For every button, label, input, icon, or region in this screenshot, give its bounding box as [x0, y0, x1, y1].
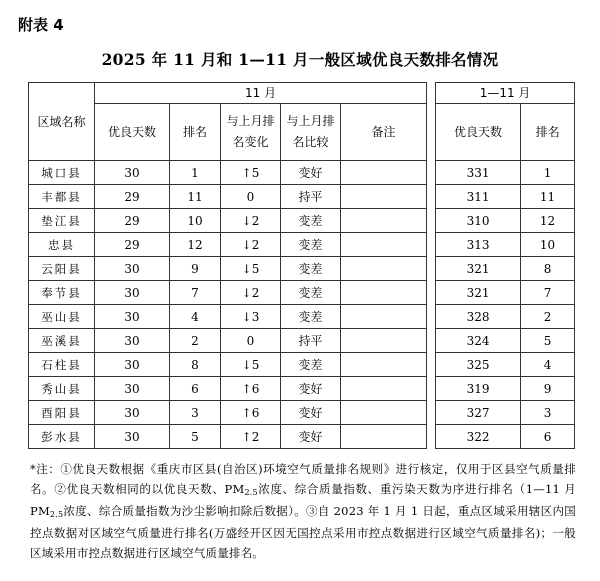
- gap-cell: [427, 257, 436, 281]
- good-days-cell: 30: [95, 305, 170, 329]
- remark-cell: [341, 305, 427, 329]
- ytd-rank-cell: 7: [521, 281, 575, 305]
- ytd-rank-cell: 2: [521, 305, 575, 329]
- rank-cell: 10: [170, 209, 221, 233]
- good-days-cell: 30: [95, 425, 170, 449]
- rank-cell: 1: [170, 161, 221, 185]
- rank-cell: 3: [170, 401, 221, 425]
- compare-cell: 持平: [281, 185, 341, 209]
- compare-cell: 变好: [281, 401, 341, 425]
- ytd-rank-cell: 9: [521, 377, 575, 401]
- remark-cell: [341, 377, 427, 401]
- good-days-cell: 30: [95, 353, 170, 377]
- compare-cell: 变好: [281, 377, 341, 401]
- good-days-cell: 30: [95, 257, 170, 281]
- table-row: [29, 209, 575, 233]
- region-cell: 酉阳县: [29, 401, 95, 425]
- footnote-part-3: 浓度、综合质量指数为沙尘影响扣除后数据）。③自 2023 年 1 月 1 日起，重点区域采用辖区内国控点数据对区域空气质量进行排名(万盛经开区因无国控点采用市控点数据进行区域空气质量排名)；一般区域采用市控点数据进行区域空气质量排名。: [30, 504, 576, 560]
- rank-cell: 9: [170, 257, 221, 281]
- compare-cell: 持平: [281, 329, 341, 353]
- ytd-rank-cell: 5: [521, 329, 575, 353]
- rank-cell: 4: [170, 305, 221, 329]
- gap-cell: [427, 425, 436, 449]
- table-row: [29, 185, 575, 209]
- footnote-subscript-1: 2.5: [244, 488, 258, 497]
- ytd-rank-cell: 10: [521, 233, 575, 257]
- rank-change-cell: ↓3: [221, 305, 281, 329]
- table-row: [29, 377, 575, 401]
- footnote-subscript-2: 2.5: [49, 510, 64, 519]
- header-ytd-good-days: 优良天数: [436, 104, 521, 161]
- rank-change-cell: ↑2: [221, 425, 281, 449]
- rank-cell: 7: [170, 281, 221, 305]
- remark-cell: [341, 329, 427, 353]
- region-cell: 石柱县: [29, 353, 95, 377]
- remark-cell: [341, 353, 427, 377]
- rank-change-cell: 0: [221, 185, 281, 209]
- region-cell: 云阳县: [29, 257, 95, 281]
- rank-change-cell: ↓5: [221, 257, 281, 281]
- rank-change-cell: 0: [221, 329, 281, 353]
- compare-cell: 变差: [281, 209, 341, 233]
- rank-change-cell: ↓2: [221, 281, 281, 305]
- region-cell: 秀山县: [29, 377, 95, 401]
- gap-cell: [427, 161, 436, 185]
- rank-cell: 12: [170, 233, 221, 257]
- rank-change-cell: ↓2: [221, 233, 281, 257]
- remark-cell: [341, 281, 427, 305]
- rank-change-cell: ↑6: [221, 401, 281, 425]
- region-cell: 垫江县: [29, 209, 95, 233]
- ytd-rank-cell: 8: [521, 257, 575, 281]
- header-region: 区域名称: [29, 83, 95, 161]
- remark-cell: [341, 233, 427, 257]
- remark-cell: [341, 425, 427, 449]
- ytd-good-days-cell: 311: [436, 185, 521, 209]
- footnote-part-2: 浓度、综合质量指数、重污染天数为序进行排名（1—11 月 PM: [30, 482, 576, 518]
- rank-change-cell: ↓5: [221, 353, 281, 377]
- ytd-rank-cell: 11: [521, 185, 575, 209]
- header-rank: 排名: [170, 104, 221, 161]
- ytd-good-days-cell: 331: [436, 161, 521, 185]
- header-gap: [427, 83, 436, 161]
- ytd-good-days-cell: 321: [436, 281, 521, 305]
- region-cell: 忠县: [29, 233, 95, 257]
- table-row: [29, 305, 575, 329]
- ytd-rank-cell: 3: [521, 401, 575, 425]
- gap-cell: [427, 329, 436, 353]
- gap-cell: [427, 353, 436, 377]
- rank-cell: 5: [170, 425, 221, 449]
- remark-cell: [341, 209, 427, 233]
- good-days-cell: 30: [95, 161, 170, 185]
- table-row: [29, 281, 575, 305]
- ytd-rank-cell: 12: [521, 209, 575, 233]
- table-row: [29, 425, 575, 449]
- compare-cell: 变差: [281, 353, 341, 377]
- ytd-good-days-cell: 313: [436, 233, 521, 257]
- ranking-table: [28, 82, 575, 449]
- ytd-good-days-cell: 328: [436, 305, 521, 329]
- header-remarks: 备注: [341, 104, 427, 161]
- good-days-cell: 29: [95, 209, 170, 233]
- region-cell: 城口县: [29, 161, 95, 185]
- footnote-part-1: *注：①优良天数根据《重庆市区县(自治区)环境空气质量排名规则》进行核定，仅用于区县空气质量排名。②优良天数相同的以优良天数、PM: [30, 462, 576, 496]
- compare-cell: 变差: [281, 305, 341, 329]
- rank-cell: 11: [170, 185, 221, 209]
- table-row: [29, 257, 575, 281]
- header-month-group: 11 月: [95, 83, 427, 104]
- ytd-good-days-cell: 310: [436, 209, 521, 233]
- header-vs-last: 与上月排名比较: [281, 104, 341, 161]
- rank-cell: 2: [170, 329, 221, 353]
- region-cell: 巫山县: [29, 305, 95, 329]
- ytd-rank-cell: 4: [521, 353, 575, 377]
- compare-cell: 变好: [281, 161, 341, 185]
- header-ytd-rank: 排名: [521, 104, 575, 161]
- appendix-label: 附表 4: [18, 16, 64, 34]
- gap-cell: [427, 185, 436, 209]
- good-days-cell: 29: [95, 233, 170, 257]
- region-cell: 彭水县: [29, 425, 95, 449]
- good-days-cell: 30: [95, 401, 170, 425]
- compare-cell: 变好: [281, 425, 341, 449]
- good-days-cell: 30: [95, 281, 170, 305]
- page-title: 2025 年 11 月和 1—11 月一般区域优良天数排名情况: [101, 50, 499, 69]
- gap-cell: [427, 233, 436, 257]
- region-cell: 奉节县: [29, 281, 95, 305]
- rank-change-cell: ↑6: [221, 377, 281, 401]
- good-days-cell: 30: [95, 377, 170, 401]
- remark-cell: [341, 161, 427, 185]
- good-days-cell: 30: [95, 329, 170, 353]
- table-row: [29, 161, 575, 185]
- compare-cell: 变差: [281, 281, 341, 305]
- rank-change-cell: ↓2: [221, 209, 281, 233]
- table-row: [29, 233, 575, 257]
- gap-cell: [427, 377, 436, 401]
- ytd-good-days-cell: 324: [436, 329, 521, 353]
- ytd-good-days-cell: 327: [436, 401, 521, 425]
- footnote: [30, 459, 576, 563]
- table-row: [29, 401, 575, 425]
- compare-cell: 变差: [281, 257, 341, 281]
- table-row: [29, 329, 575, 353]
- gap-cell: [427, 209, 436, 233]
- remark-cell: [341, 401, 427, 425]
- ytd-good-days-cell: 321: [436, 257, 521, 281]
- remark-cell: [341, 185, 427, 209]
- ytd-good-days-cell: 325: [436, 353, 521, 377]
- rank-cell: 6: [170, 377, 221, 401]
- ytd-good-days-cell: 322: [436, 425, 521, 449]
- rank-change-cell: ↑5: [221, 161, 281, 185]
- gap-cell: [427, 305, 436, 329]
- region-cell: 丰都县: [29, 185, 95, 209]
- table-row: [29, 353, 575, 377]
- region-cell: 巫溪县: [29, 329, 95, 353]
- ytd-good-days-cell: 319: [436, 377, 521, 401]
- header-ytd-group: 1—11 月: [436, 83, 575, 104]
- good-days-cell: 29: [95, 185, 170, 209]
- header-rank-change: 与上月排名变化: [221, 104, 281, 161]
- header-good-days: 优良天数: [95, 104, 170, 161]
- ytd-rank-cell: 6: [521, 425, 575, 449]
- gap-cell: [427, 281, 436, 305]
- ytd-rank-cell: 1: [521, 161, 575, 185]
- gap-cell: [427, 401, 436, 425]
- compare-cell: 变差: [281, 233, 341, 257]
- remark-cell: [341, 257, 427, 281]
- rank-cell: 8: [170, 353, 221, 377]
